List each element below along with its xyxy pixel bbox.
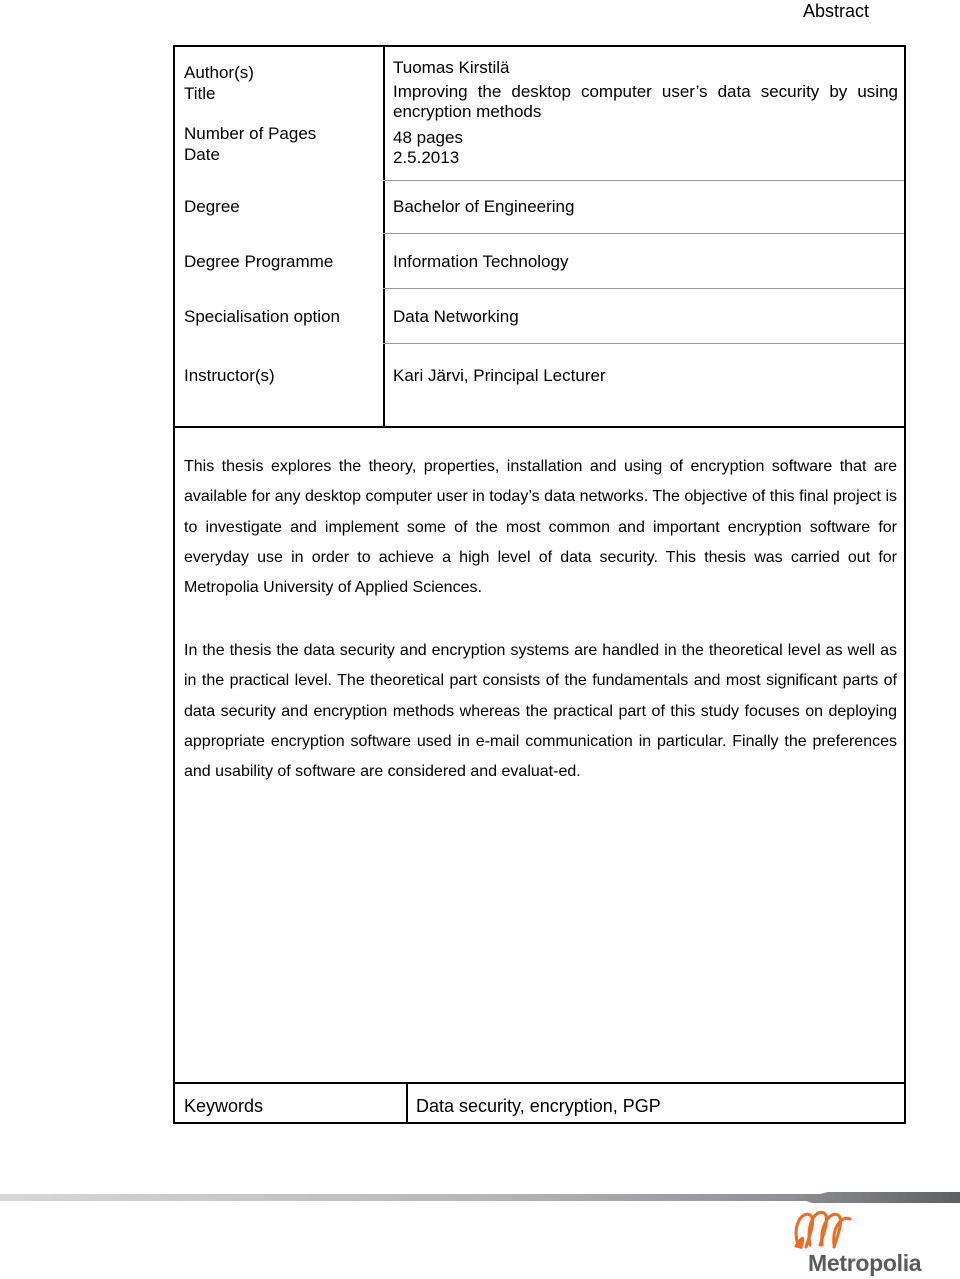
keywords-divider <box>406 1084 408 1122</box>
footer-gradient-bar <box>0 1192 960 1203</box>
date-label: Date <box>184 145 220 164</box>
info-table-divider <box>383 47 385 426</box>
keywords-label: Keywords <box>184 1096 264 1116</box>
keywords-value: Data security, encryption, PGP <box>416 1096 661 1116</box>
specialisation-value: Data Networking <box>393 307 519 326</box>
pages-value: 48 pages <box>393 128 463 147</box>
pages-label: Number of Pages <box>184 124 317 143</box>
row-separator <box>383 180 904 181</box>
title-value: Improving the desktop computer user’s data security by using encryption methods <box>393 82 898 121</box>
info-table <box>173 45 906 428</box>
programme-value: Information Technology <box>393 252 569 271</box>
keywords-table <box>173 1082 906 1124</box>
row-separator <box>383 233 904 234</box>
degree-label: Degree <box>184 197 240 216</box>
title-label: Title <box>184 84 216 103</box>
date-value: 2.5.2013 <box>393 148 460 167</box>
page-header-label: Abstract <box>803 1 870 21</box>
abstract-paragraph-1: This thesis explores the theory, properties, installation and using of encryption software that are available for any desktop computer user in today’s data networks. The objective of this final project is to investigate and implement some of the most common and important encryption software for everyday use in order to achieve a high level of data security. This thesis was carried out for Metropolia University of Applied Sciences. <box>184 458 897 597</box>
degree-value: Bachelor of Engineering <box>393 197 575 216</box>
abstract-paragraph-2: In the thesis the data security and encryption systems are handled in the theoretical level as well as in the practical level. The theoretical part consists of the fundamentals and most significant parts of data security and encryption methods whereas the practical part of this study focuses on deploying appropriate encryption software used in e-mail communication in particular. Finally the preferences and usability of software are considered and evaluat-ed. <box>184 642 897 781</box>
author-label: Author(s) <box>184 63 254 82</box>
author-value: Tuomas Kirstilä <box>393 58 510 77</box>
row-separator <box>383 343 904 344</box>
programme-label: Degree Programme <box>184 252 334 271</box>
specialisation-label: Specialisation option <box>184 307 340 326</box>
abstract-box <box>173 426 906 1084</box>
instructor-value: Kari Järvi, Principal Lecturer <box>393 366 606 385</box>
instructor-label: Instructor(s) <box>184 366 275 385</box>
logo-wordmark: Metropolia <box>808 1250 922 1276</box>
row-separator <box>383 288 904 289</box>
